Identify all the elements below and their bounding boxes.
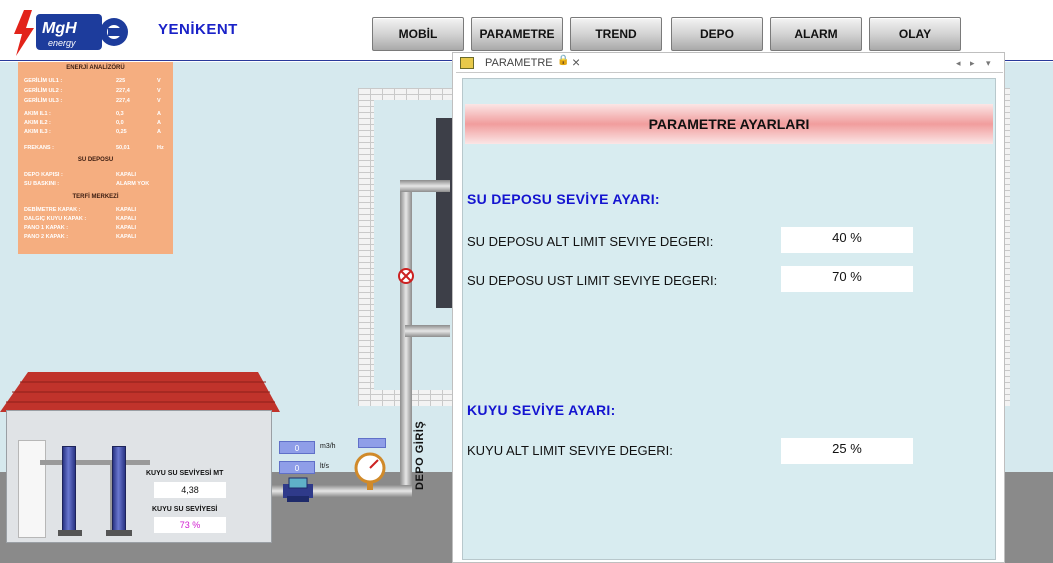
rate-value: 0 [279, 461, 315, 474]
pump-2-icon[interactable] [112, 446, 126, 532]
kuyu-alt-limit-label: KUYU ALT LIMIT SEVIYE DEGERI: [467, 443, 673, 458]
nav-button-olay[interactable]: OLAY [869, 17, 961, 51]
tab-label: PARAMETRE [485, 57, 553, 69]
pressure-value-box [358, 438, 386, 448]
nav-button-depo[interactable]: DEPO [671, 17, 763, 51]
energy-row: GERİLİM UL1 : 225 V [24, 78, 161, 84]
status-row: DEBİMETRE KAPAK : KAPALI [24, 207, 137, 213]
tab-scroll-left-icon[interactable]: ◂ [956, 58, 961, 68]
level-percent-value: 73 % [154, 517, 226, 533]
level-mt-label: KUYU SU SEVİYESİ MT [146, 470, 224, 477]
energy-row: AKIM IL1 : 0,3 A [24, 111, 161, 117]
status-row: DALGIÇ KUYU KAPAK : KAPALI [24, 216, 137, 222]
site-name: YENİKENT [158, 21, 238, 38]
parametre-title: PARAMETRE AYARLARI [465, 104, 993, 144]
flow-unit: m3/h [320, 443, 336, 450]
nav-button-alarm[interactable]: ALARM [770, 17, 862, 51]
energy-row: AKIM IL2 : 0,0 A [24, 120, 161, 126]
status-row: PANO 2 KAPAK : KAPALI [24, 234, 137, 240]
flow-value: 0 [279, 441, 315, 454]
parametre-panel [462, 78, 996, 560]
nav-button-mobil[interactable]: MOBİL [372, 17, 464, 51]
valve-closed-icon[interactable] [396, 266, 416, 286]
tab-bar-divider [456, 72, 1003, 73]
pump-2-base [106, 530, 132, 536]
ust-limit-label: SU DEPOSU UST LIMIT SEVIYE DEGERI: [467, 273, 718, 288]
rate-unit: lt/s [320, 463, 329, 470]
pump-1-base [58, 530, 82, 536]
tab-menu-icon[interactable]: ▾ [986, 58, 991, 68]
status-row: SU BASKINI : ALARM YOK [24, 181, 150, 187]
logo-sub: energy [48, 38, 76, 48]
status-row: PANO 1 KAPAK : KAPALI [24, 225, 137, 231]
alt-limit-label: SU DEPOSU ALT LIMIT SEVIYE DEGERI: [467, 234, 714, 249]
depo-giris-label: DEPO GİRİŞ [414, 420, 426, 490]
energy-row: GERİLİM UL2 : 227,4 V [24, 88, 161, 94]
su-deposu-title: SU DEPOSU [77, 157, 114, 163]
pump-1-icon[interactable] [62, 446, 76, 532]
energy-row: GERİLİM UL3 : 227,4 V [24, 98, 161, 104]
window-icon [460, 57, 474, 69]
pressure-gauge-icon[interactable] [352, 452, 388, 492]
ust-limit-value[interactable]: 70 % [781, 266, 913, 292]
flow-meter-icon[interactable] [283, 476, 313, 504]
energy-panel-title: ENERJİ ANALİZÖRÜ [66, 65, 125, 71]
alt-limit-value[interactable]: 40 % [781, 227, 913, 253]
level-percent-label: KUYU SU SEVİYESİ [152, 506, 218, 513]
nav-button-parametre[interactable]: PARAMETRE [471, 17, 563, 51]
logo-text: MgH [42, 20, 77, 37]
terfi-merkezi-title: TERFİ MERKEZİ [72, 194, 119, 200]
pump-pipes [40, 452, 160, 542]
kuyu-alt-limit-value[interactable]: 25 % [781, 438, 913, 464]
tab-scroll-right-icon[interactable]: ▸ [970, 58, 975, 68]
nav-button-trend[interactable]: TREND [570, 17, 662, 51]
tab-parametre[interactable] [456, 54, 588, 73]
energy-analyzer-panel [18, 62, 173, 254]
level-mt-value: 4,38 [154, 482, 226, 498]
pump-house-roof [0, 372, 280, 412]
kuyu-section-title: KUYU SEVİYE AYARI: [467, 402, 616, 418]
close-icon[interactable]: × [572, 54, 581, 70]
mgh-energy-logo [10, 8, 130, 58]
energy-row: AKIM IL3 : 0,25 A [24, 129, 161, 135]
status-row: DEPO KAPISI : KAPALI [24, 172, 137, 178]
su-deposu-section-title: SU DEPOSU SEVİYE AYARI: [467, 191, 660, 207]
energy-row: FREKANS : 50,01 Hz [24, 145, 164, 151]
lock-icon: 🔒 [557, 55, 570, 66]
